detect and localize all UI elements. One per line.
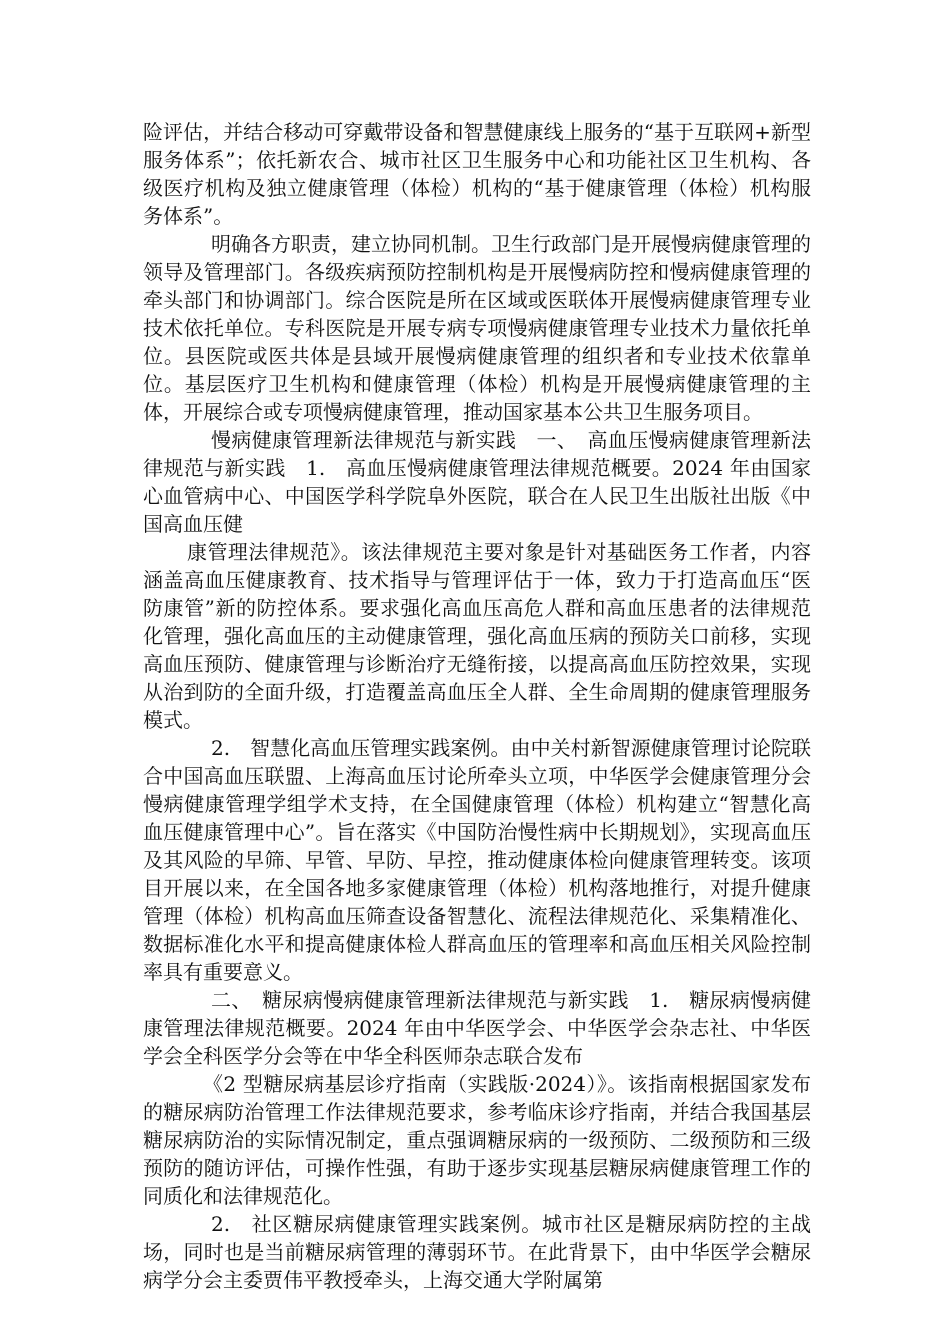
paragraph-diabetes-heading: 二、 糖尿病慢病健康管理新法律规范与新实践 1. 糖尿病慢病健康管理法律规范概要。2024 年由中华医学会、中华医学会杂志社、中华医学会全科医学分会等在中华全科医师杂志联合发布 — [143, 988, 811, 1068]
paragraph-hypertension-case: 2. 智慧化高血压管理实践案例。由中关村新智源健康管理讨论院联合中国高血压联盟、上海高血压讨论所牵头立项，中华医学会健康管理分会慢病健康管理学组学术支持，在全国健康管理（体检）机构建立“智慧化高血压健康管理中心”。旨在落实《中国防治慢性病中长期规划》，实现高血压及其风险的早筛、早管、早防、早控，推动健康体检向健康管理转变。该项目开展以来，在全国各地多家健康管理（体检）机构落地推行，对提升健康管理（体检）机构高血压筛查设备智慧化、流程法律规范化、采集精准化、数据标准化水平和提高健康体检人群高血压的管理率和高血压相关风险控制率具有重要意义。 — [143, 736, 811, 984]
paragraph-hypertension-heading: 慢病健康管理新法律规范与新实践 一、 高血压慢病健康管理新法律规范与新实践 1. 高血压慢病健康管理法律规范概要。2024 年由国家心血管病中心、中国医学科学院阜外医院，联合在人民卫生出版社出版《中国高血压健 — [143, 428, 811, 536]
paragraph-hypertension-norms: 康管理法律规范》。该法律规范主要对象是针对基础医务工作者，内容涵盖高血压健康教育、技术指导与管理评估于一体，致力于打造高血压“医防康管”新的防控体系。要求强化高血压高危人群和高血压患者的法律规范化管理，强化高血压的主动健康管理，强化高血压病的预防关口前移，实现高血压预防、健康管理与诊断治疗无缝衔接，以提高高血压防控效果，实现从治到防的全面升级，打造覆盖高血压全人群、全生命周期的健康管理服务模式。 — [143, 540, 811, 732]
paragraph-diabetes-case: 2. 社区糖尿病健康管理实践案例。城市社区是糖尿病防控的主战场，同时也是当前糖尿病管理的薄弱环节。在此背景下，由中华医学会糖尿病学分会主委贾伟平教授牵头，上海交通大学附属第 — [143, 1212, 811, 1292]
document-page — [143, 118, 811, 1294]
paragraph-diabetes-guideline: 《2 型糖尿病基层诊疗指南（实践版·2024）》。该指南根据国家发布的糖尿病防治管理工作法律规范要求，参考临床诊疗指南，并结合我国基层糖尿病防治的实际情况制定，重点强调糖尿病的一级预防、二级预防和三级预防的随访评估，可操作性强，有助于逐步实现基层糖尿病健康管理工作的同质化和法律规范化。 — [143, 1072, 811, 1208]
paragraph-service-system: 险评估，并结合移动可穿戴带设备和智慧健康线上服务的“基于互联网+新型服务体系”；依托新农合、城市社区卫生服务中心和功能社区卫生机构、各级医疗机构及独立健康管理（体检）机构的“基于健康管理（体检）机构服务体系”。 — [143, 120, 811, 228]
paragraph-responsibilities: 明确各方职责，建立协同机制。卫生行政部门是开展慢病健康管理的领导及管理部门。各级疾病预防控制机构是开展慢病防控和慢病健康管理的牵头部门和协调部门。综合医院是所在区域或医联体开展慢病健康管理专业技术依托单位。专科医院是开展专病专项慢病健康管理专业技术力量依托单位。县医院或医共体是县域开展慢病健康管理的组织者和专业技术依靠单位。基层医疗卫生机构和健康管理（体检）机构是开展慢病健康管理的主体，开展综合或专项慢病健康管理，推动国家基本公共卫生服务项目。 — [143, 232, 811, 424]
